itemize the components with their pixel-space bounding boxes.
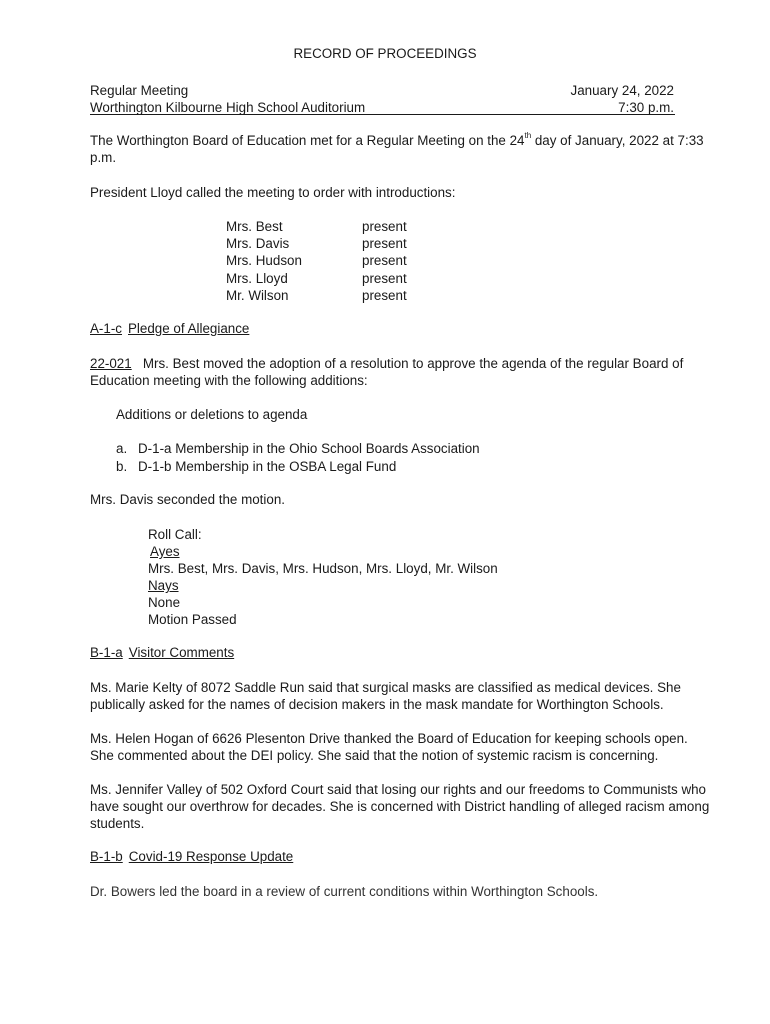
list-item — [116, 440, 480, 458]
attendance-list — [226, 218, 407, 304]
item-code: B-1-b — [90, 849, 123, 864]
attendance-row — [226, 218, 407, 235]
member-status: present — [362, 253, 407, 269]
member-status: present — [362, 270, 407, 286]
attendance-row — [226, 252, 407, 269]
meeting-time: 7:30 p.m. — [618, 100, 674, 115]
roll-call-label: Roll Call: — [148, 527, 202, 542]
motion-result: Motion Passed — [148, 612, 237, 627]
meeting-location: Worthington Kilbourne High School Auditorium — [90, 100, 366, 115]
seconded-statement: Mrs. Davis seconded the motion. — [90, 492, 285, 507]
member-name: Mrs. Best — [226, 219, 283, 234]
attendance-row — [226, 287, 407, 304]
intro-paragraph — [90, 132, 710, 166]
header-divider — [90, 114, 675, 115]
intro-superscript: th — [524, 131, 532, 140]
call-to-order: President Lloyd called the meeting to order with introductions: — [90, 185, 456, 200]
member-name: Mrs. Lloyd — [226, 270, 288, 286]
header-right — [571, 82, 674, 116]
member-status: present — [362, 236, 407, 252]
visitor-comment: Ms. Helen Hogan of 6626 Plesenton Drive thanked the Board of Education for keeping schools open. She commented about the DEI policy. She said that the notion of systemic racism is concerning. — [90, 731, 688, 763]
additions-heading: Additions or deletions to agenda — [116, 407, 308, 422]
list-text: D-1-b Membership in the OSBA Legal Fund — [138, 458, 397, 474]
ayes-names: Mrs. Best, Mrs. Davis, Mrs. Hudson, Mrs. Lloyd, Mr. Wilson — [148, 561, 498, 576]
item-code: B-1-a — [90, 645, 123, 660]
list-marker: b. — [116, 458, 128, 474]
member-status: present — [362, 287, 407, 303]
visitor-comment: Ms. Marie Kelty of 8072 Saddle Run said that surgical masks are classified as medical devices. She publically asked for the names of decision makers in the mask mandate for Worthington Schools. — [90, 680, 681, 712]
member-status: present — [362, 219, 407, 234]
item-title: Visitor Comments — [128, 645, 235, 660]
member-name: Mrs. Hudson — [226, 253, 302, 269]
resolution-paragraph — [90, 355, 710, 389]
item-code: A-1-c — [90, 321, 122, 336]
visitor-comment: Ms. Jennifer Valley of 502 Oxford Court said that losing our rights and our freedoms to Communists who have sought our overthrow for decades. She is concerned with District handling of alleged racism among students. — [90, 782, 710, 831]
agenda-item-a1c — [90, 321, 249, 336]
closing-paragraph: Dr. Bowers led the board in a review of current conditions within Worthington Schools. — [90, 884, 599, 899]
attendance-row — [226, 235, 407, 252]
item-title: Covid-19 Response Update — [128, 849, 294, 864]
list-marker: a. — [116, 441, 128, 456]
document-title: RECORD OF PROCEEDINGS — [293, 46, 477, 61]
item-title: Pledge of Allegiance — [128, 321, 250, 336]
meeting-type: Regular Meeting — [90, 83, 189, 98]
intro-text-start: The Worthington Board of Education met for a Regular Meeting on the 24 — [90, 133, 525, 148]
meeting-date: January 24, 2022 — [570, 83, 674, 98]
additions-list — [116, 440, 480, 475]
header-left — [90, 82, 365, 116]
nays-label: Nays — [148, 578, 179, 593]
roll-call — [148, 526, 498, 628]
list-text: D-1-a Membership in the Ohio School Boards Association — [138, 441, 480, 456]
agenda-item-b1a — [90, 645, 234, 660]
agenda-item-b1b — [90, 849, 293, 864]
ayes-label: Ayes — [150, 544, 180, 559]
attendance-row — [226, 270, 407, 287]
member-name: Mr. Wilson — [226, 287, 289, 303]
nays-names: None — [148, 595, 181, 610]
list-item — [116, 458, 480, 476]
resolution-code: 22-021 — [90, 356, 132, 371]
member-name: Mrs. Davis — [226, 236, 290, 252]
intro-text-end: day of January, 2022 at 7:33 p.m. — [90, 133, 704, 165]
resolution-text: Mrs. Best moved the adoption of a resolution to approve the agenda of the regular Board of Education meeting with the following additions: — [90, 356, 684, 388]
